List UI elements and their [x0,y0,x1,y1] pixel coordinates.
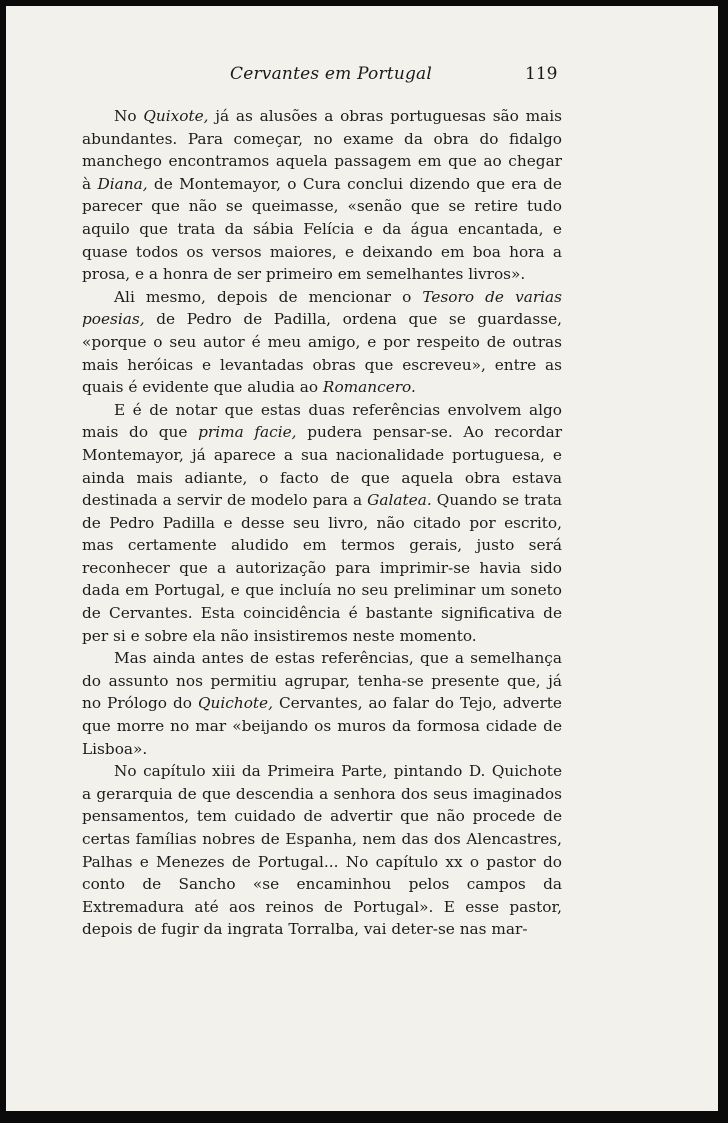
paragraph-3 [82,399,562,648]
text-run: Mas ainda antes de estas referências, que a semelhança do assunto nos permitiu agrupar, tenha-se presente que, já no Prólogo do [82,649,562,713]
italic-title: Quixote, [143,107,209,125]
text-run: Quando se trata de Pedro Padilla e desse seu livro, não citado por escrito, mas certamente aludido em termos gerais, justo será reconhecer que a autorização para imprimir-se havia sido dada em Portugal, e que incluía no seu preliminar um soneto de Cervantes. Esta coincidência é bastante significativa de per si e sobre ela não insistiremos neste momento. [82,491,563,645]
paragraph-1 [82,105,562,286]
italic-title: Diana, [97,174,148,193]
text-run: de Montemayor, o Cura conclui dizendo que era de parecer que não se queimasse, «senão que se retire tudo aquilo que trata da sábia Felícia e da água encantada, e quase todos os versos maiores, e deixando em boa hora a prosa, e a honra de ser primeiro em semelhantes livros». [82,174,562,284]
text-run: No capítulo xiii da Primeira Parte, pintando D. Quichote a gerarquia de que descendia a senhora dos seus imaginados pensamentos, tem cuidado de advertir que não procede de certas famílias nobres de Espanha, nem das dos Alencastres, Palhas e Menezes de Portugal... No capítulo xx o pastor do conto de Sancho «se encaminhou pelos campos da Extremadura até aos reinos de Portugal». E esse pastor, depois de fugir da ingrata Torralba, vai deter-se nas mar- [82,762,562,939]
italic-title: Tesoro de varias poesias, [82,287,563,329]
text-run: pudera pensar-se. Ao recordar Montemayor, já aparece a sua nacionalidade portuguesa, e ainda mais adiante, o facto de que aquela obra estava destinada a servir de modelo para a [82,423,563,510]
paragraph-5 [82,760,562,941]
book-page [6,6,718,1111]
running-head [6,64,718,90]
paragraph-2 [82,286,562,399]
text-run: Cervantes, ao falar do Tejo, adverte que morre no mar «beijando os muros da formosa cidade de Lisboa». [82,694,562,758]
italic-phrase: prima facie, [198,423,297,442]
text-run: de Pedro de Padilla, ordena que se guardasse, «porque o seu autor é meu amigo, e por respeito de outras mais heróicas e levantadas obras que escreveu», entre as quais é evidente que aludia ao [82,310,562,397]
italic-title: Quichote, [197,694,273,713]
text-run: Ali mesmo, depois de mencionar o [114,287,423,306]
page-number: 119 [525,64,558,84]
text-run: E é de notar que estas duas referências envolvem algo mais do que [82,400,562,442]
text-run: já as alusões a obras portuguesas são mais abundantes. Para começar, no exame da obra do fidalgo manchego encontramos aquela passagem em que ao chegar à [82,107,562,193]
paragraph-4 [82,647,562,760]
italic-title: Romancero. [322,378,416,397]
body-text [82,105,562,941]
running-title: Cervantes em Portugal [230,64,433,84]
text-run: No [114,107,144,125]
italic-title: Galatea. [367,491,432,510]
